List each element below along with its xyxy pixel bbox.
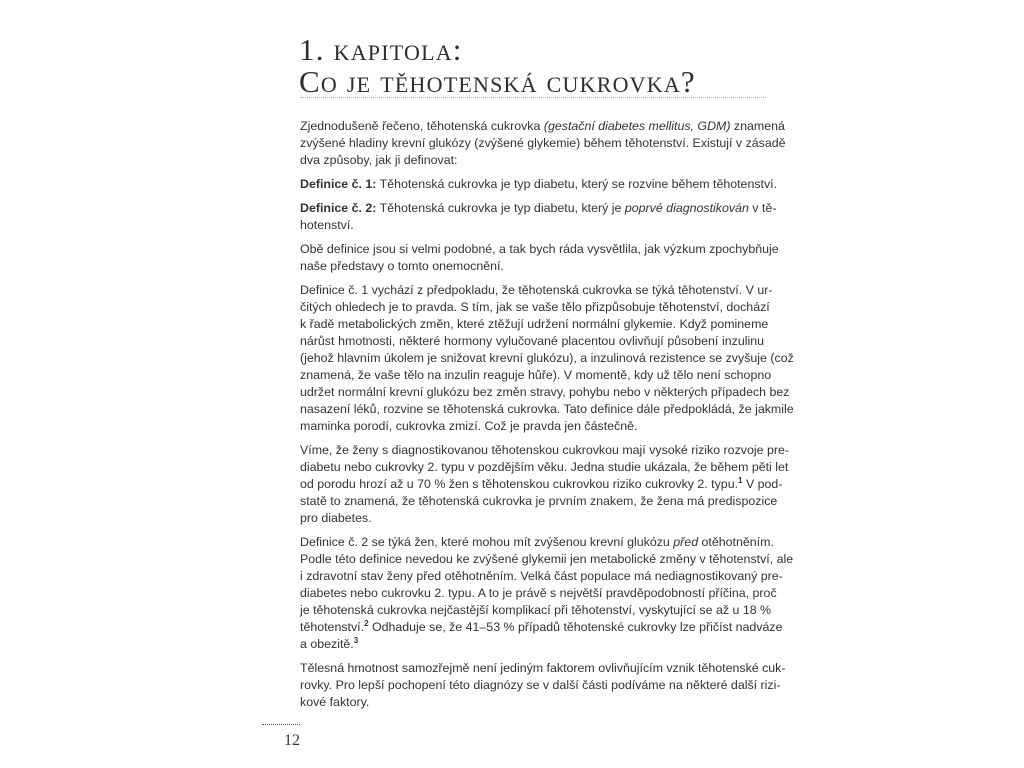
text: od porodu hrozí až u 70 % žen s těhotenskou cukrovkou riziko cukrovky 2. typu.	[300, 477, 739, 491]
text: Těhotenská cukrovka je typ diabetu, který je	[376, 201, 625, 215]
text: V pod-	[742, 477, 783, 491]
text: Odhaduje se, že 41–53 % případů těhotenské cukrovky lze přičíst nadváze	[368, 620, 783, 634]
page-number: 12	[284, 732, 300, 749]
title-divider	[300, 97, 766, 98]
text-line	[300, 442, 789, 459]
text-line	[300, 350, 794, 367]
text-line	[300, 618, 783, 636]
text-line	[300, 568, 783, 585]
text: maminka porodí, cukrovka zmizí. Což je pravda jen částečně.	[300, 419, 638, 433]
text: nárůst hmotnosti, některé hormony vylučované placentou ovlivňují působení inzulinu	[300, 334, 764, 348]
text: Víme, že ženy s diagnostikovanou těhotenskou cukrovkou mají vysoké riziko rozvoje pre-	[300, 443, 789, 457]
text-line	[300, 299, 770, 316]
text: Obě definice jsou si velmi podobné, a tak bych ráda vysvětlila, jak výzkum zpochybňuje	[300, 242, 779, 256]
chapter-title: Co je těhotenská cukrovka?	[299, 64, 696, 99]
text-line	[300, 176, 778, 193]
text: udržet normální krevní glukózu bez změn stravy, pohybu nebo v některých případech bez	[300, 385, 790, 399]
text: znamená, že vaše tělo na inzulin reaguje hůře). V momentě, kdy už tělo není schopno	[300, 368, 772, 382]
paragraph	[300, 118, 786, 169]
text: Těhotenská cukrovka je typ diabetu, který se rozvine během těhotenství.	[376, 177, 778, 191]
text-line	[300, 677, 781, 694]
text: Tělesná hmotnost samozřejmě není jediným faktorem ovlivňujícím vznik těhotenské cuk-	[300, 661, 786, 675]
text: Definice č. 1 vychází z předpokladu, že těhotenská cukrovka se týká těhotenství. V ur-	[300, 283, 773, 297]
text-line	[300, 367, 772, 384]
text-line	[300, 551, 794, 568]
text: čitých ohledech je to pravda. S tím, jak se vaše tělo přizpůsobuje těhotenství, dochází	[300, 300, 770, 314]
italic-text: (gestační diabetes mellitus, GDM)	[543, 119, 731, 133]
text: těhotenství.	[300, 620, 365, 634]
text: je těhotenská cukrovka nejčastější komplikací při těhotenství, vyskytující se až u 18 %	[300, 603, 772, 617]
text: rovky. Pro lepší pochopení této diagnózy se v další části podíváme na některé další rizi-	[300, 678, 781, 692]
text: pro diabetes.	[300, 511, 372, 525]
text-line	[300, 241, 779, 258]
text: Podle této definice nevedou ke zvýšené glykemii jen metabolické změny v těhotenství, ale	[300, 552, 794, 566]
text-line	[300, 660, 786, 677]
text-line	[300, 118, 785, 135]
text: kové faktory.	[300, 695, 370, 709]
footer-divider	[262, 724, 300, 725]
text-line	[300, 636, 764, 653]
paragraph	[300, 282, 794, 435]
footnote-ref: 2	[364, 618, 369, 628]
text: v tě-	[748, 201, 777, 215]
text: i zdravotní stav ženy před otěhotněním. Velká část populace má nediagnostikovaný pre-	[300, 569, 783, 583]
text-line	[300, 384, 790, 401]
text: hotenství.	[300, 218, 354, 232]
text: Definice č. 2 se týká žen, které mohou mít zvýšenou krevní glukózu	[300, 535, 674, 549]
chapter-number: 1. kapitola:	[299, 32, 463, 67]
bold-text: Definice č. 2:	[300, 201, 377, 215]
text-line	[300, 152, 764, 169]
text-line	[300, 585, 777, 602]
text-line	[300, 401, 794, 418]
text: statě to znamená, že těhotenská cukrovka je prvním znakem, že žena má predispozice	[300, 494, 778, 508]
paragraph	[300, 200, 777, 234]
text-line	[300, 534, 774, 551]
text-line	[300, 333, 764, 350]
text-line	[300, 510, 764, 527]
text-line	[300, 282, 773, 299]
bold-text: Definice č. 1:	[300, 177, 377, 191]
text-line	[300, 217, 764, 234]
paragraph	[300, 660, 786, 711]
text: nasazení léků, rozvine se těhotenská cukrovka. Tato definice dále předpokládá, že jakmile	[300, 402, 794, 416]
text-line	[300, 459, 789, 476]
paragraph	[300, 241, 779, 275]
text: a obezitě.	[300, 637, 354, 651]
text-line	[300, 602, 772, 619]
text-line	[300, 475, 783, 493]
footnote-ref: 3	[353, 635, 359, 645]
paragraph	[300, 534, 794, 653]
footnote-ref: 1	[738, 475, 743, 485]
text-line	[300, 258, 764, 275]
text: Zjednodušeně řečeno, těhotenská cukrovka	[300, 119, 544, 133]
text: (jehož hlavním úkolem je snižovat krevní glukózu), a inzulinová rezistence se zvyšuje (což	[300, 351, 794, 365]
paragraph	[300, 176, 778, 193]
text-line	[300, 200, 777, 217]
text-line	[300, 694, 764, 711]
text: diabetes nebo cukrovku 2. typu. A to je právě s největší pravděpodobností příčina, proč	[300, 586, 777, 600]
text: diabetu nebo cukrovky 2. typu v pozdějším věku. Jedna studie ukázala, že během pěti let	[300, 460, 789, 474]
text-line	[300, 493, 778, 510]
italic-text: poprvé diagnostikován	[624, 201, 749, 215]
text-line	[300, 135, 786, 152]
italic-text: před	[673, 535, 699, 549]
text: naše představy o tomto onemocnění.	[300, 259, 504, 273]
text: k řadě metabolických změn, které ztěžují udržení normální glykemie. Když pomineme	[300, 317, 769, 331]
paragraph	[300, 442, 789, 527]
text: znamená	[730, 119, 785, 133]
text-line	[300, 316, 769, 333]
body-text	[300, 118, 794, 718]
text: zvýšené hladiny krevní glukózy (zvýšené glykemie) během těhotenství. Existují v zásadě	[300, 136, 786, 150]
text-line	[300, 418, 764, 435]
text: dva způsoby, jak ji definovat:	[300, 153, 458, 167]
text: otěhotněním.	[698, 535, 774, 549]
